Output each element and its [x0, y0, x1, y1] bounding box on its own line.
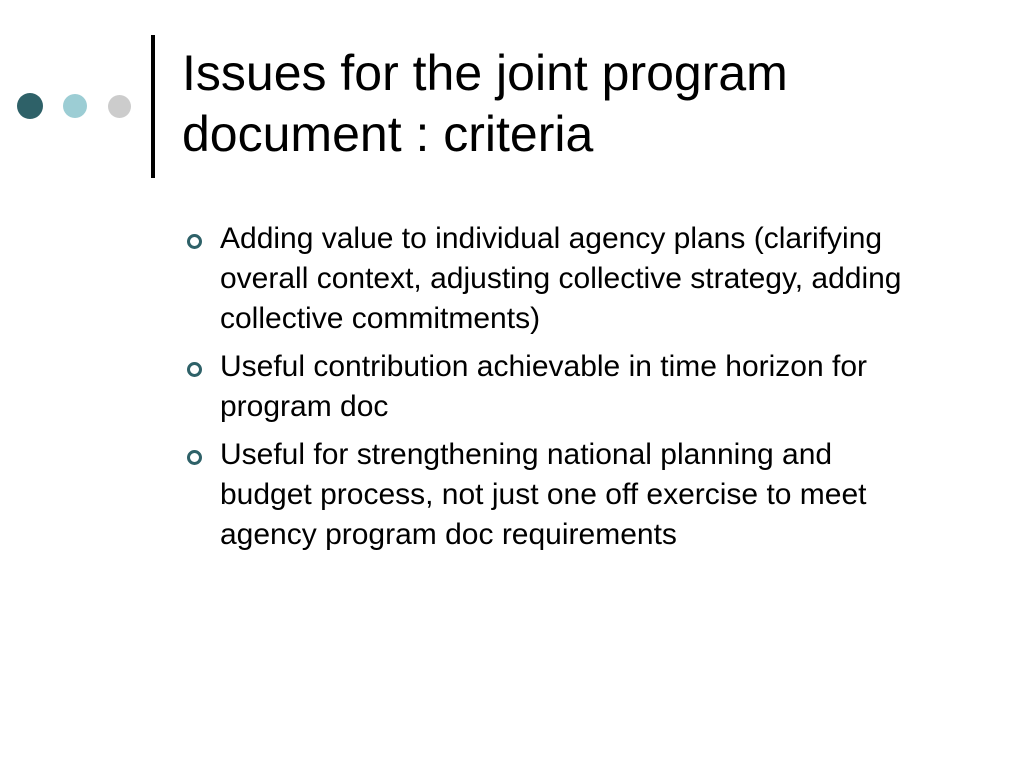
dark-teal-dot-icon	[17, 93, 43, 119]
bullet-item	[182, 219, 922, 339]
slide-title: Issues for the joint program document : criteria	[182, 45, 788, 162]
bullet-text: Adding value to individual agency plans (clarifying overall context, adjusting collective strategy, adding collective commitments)	[220, 222, 902, 335]
bullet-item	[182, 347, 922, 427]
hollow-circle-bullet-icon	[187, 234, 202, 249]
decorative-dots	[17, 93, 131, 119]
hollow-circle-bullet-icon	[187, 362, 202, 377]
bullet-text: Useful for strengthening national planning and budget process, not just one off exercise to meet agency program doc requirements	[220, 438, 867, 551]
title-divider	[151, 35, 155, 178]
hollow-circle-bullet-icon	[187, 450, 202, 465]
light-teal-dot-icon	[63, 94, 87, 118]
grey-dot-icon	[108, 95, 131, 118]
bullet-text: Useful contribution achievable in time horizon for program doc	[220, 350, 868, 423]
bullet-list	[182, 219, 922, 563]
bullet-item	[182, 435, 922, 555]
